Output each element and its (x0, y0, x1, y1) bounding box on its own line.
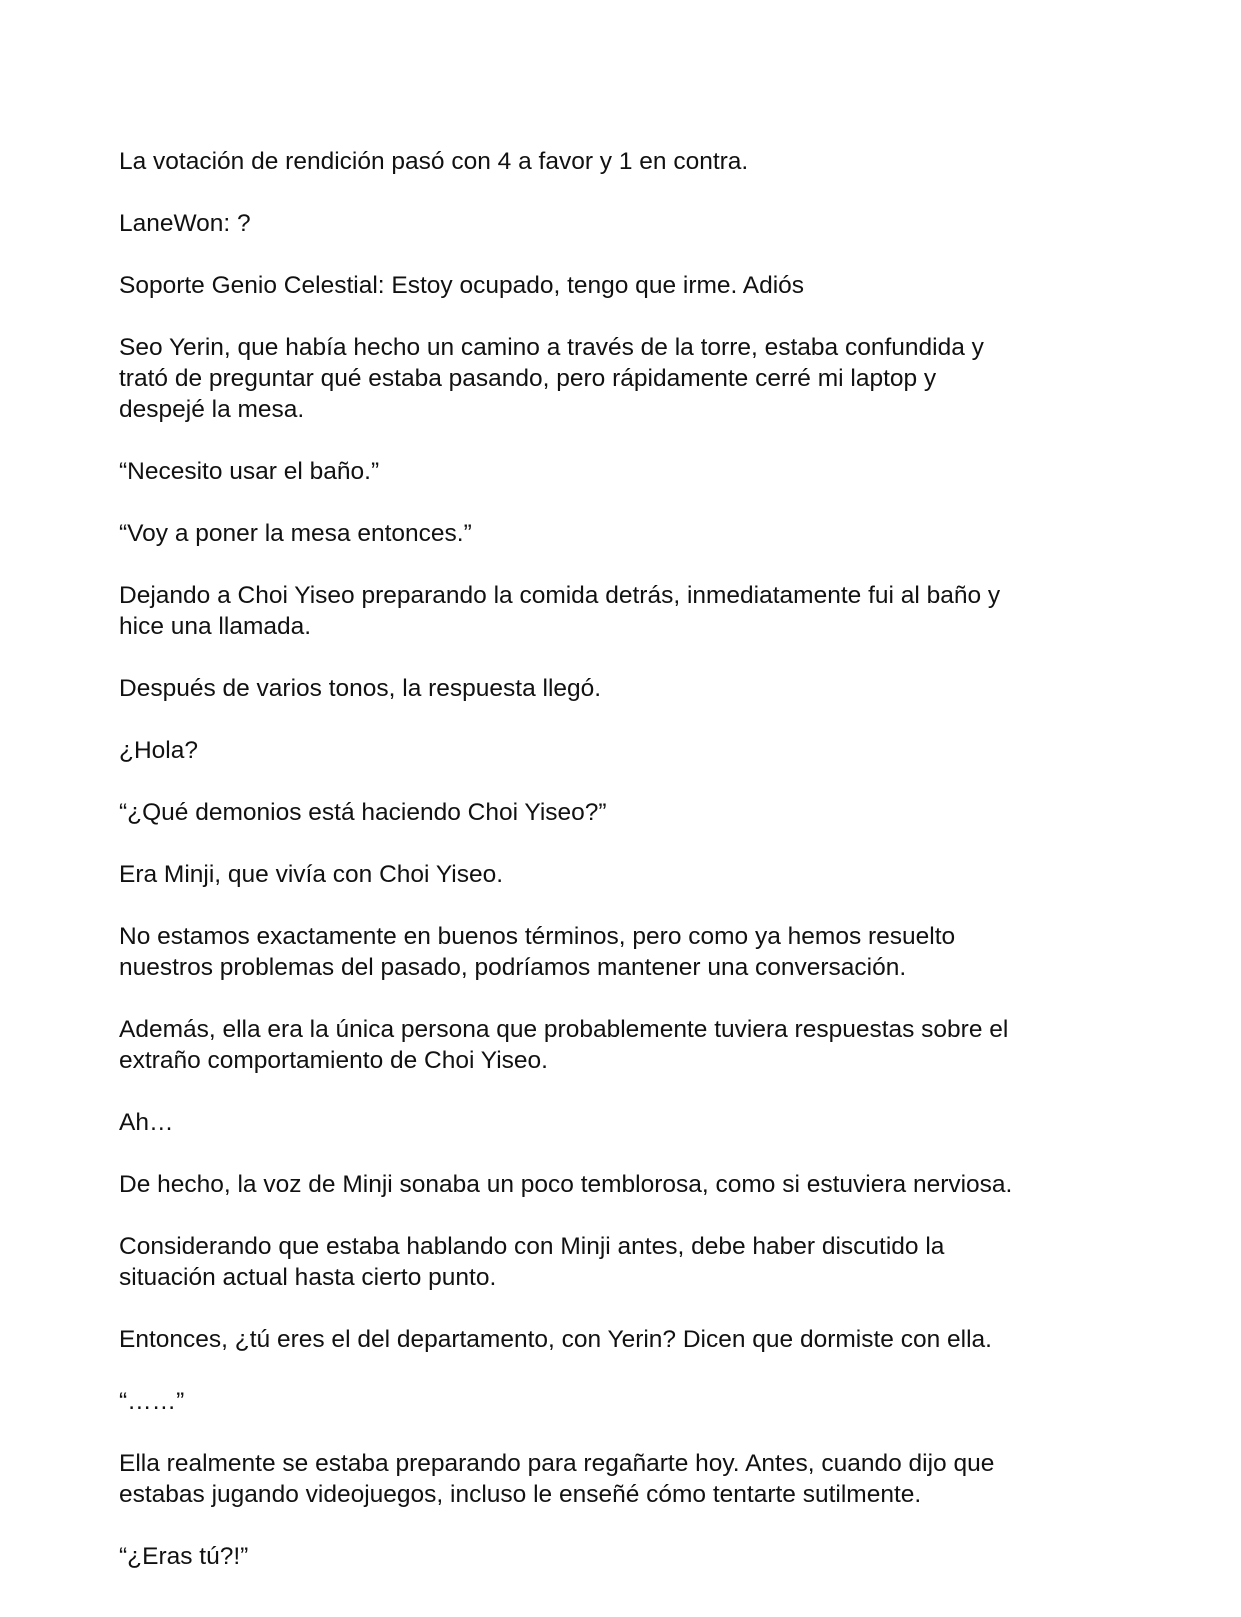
paragraph-8: Después de varios tonos, la respuesta llegó. (119, 675, 602, 702)
paragraph-7: Dejando a Choi Yiseo preparando la comida detrás, inmediatamente fui al baño y hice una llamada. (119, 582, 1001, 640)
paragraph-19: Ella realmente se estaba preparando para regañarte hoy. Antes, cuando dijo que estabas jugando videojuegos, incluso le enseñé cómo tentarte sutilmente. (119, 1450, 995, 1508)
paragraph-6: “Voy a poner la mesa entonces.” (119, 520, 472, 547)
paragraph-11: Era Minji, que vivía con Choi Yiseo. (119, 861, 504, 888)
paragraph-17: Entonces, ¿tú eres el del departamento, con Yerin? Dicen que dormiste con ella. (119, 1326, 992, 1353)
paragraph-18: “……” (119, 1388, 185, 1415)
paragraph-16: Considerando que estaba hablando con Minji antes, debe haber discutido la situación actual hasta cierto punto. (119, 1233, 945, 1291)
paragraph-10: “¿Qué demonios está haciendo Choi Yiseo?” (119, 799, 607, 826)
paragraph-4: Seo Yerin, que había hecho un camino a través de la torre, estaba confundida y trató de preguntar qué estaba pasando, pero rápidamente cerré mi laptop y despejé la mesa. (119, 334, 984, 423)
paragraph-2: LaneWon: ? (119, 210, 251, 237)
paragraph-5: “Necesito usar el baño.” (119, 458, 380, 485)
document-body (119, 146, 1119, 1603)
paragraph-3: Soporte Genio Celestial: Estoy ocupado, tengo que irme. Adiós (119, 272, 805, 299)
paragraph-15: De hecho, la voz de Minji sonaba un poco temblorosa, como si estuviera nerviosa. (119, 1171, 1013, 1198)
paragraph-13: Además, ella era la única persona que probablemente tuviera respuestas sobre el extraño comportamiento de Choi Yiseo. (119, 1016, 1009, 1074)
paragraph-9: ¿Hola? (119, 737, 198, 764)
paragraph-12: No estamos exactamente en buenos términos, pero como ya hemos resuelto nuestros problemas del pasado, podríamos mantener una conversación. (119, 923, 956, 981)
paragraph-14: Ah… (119, 1109, 174, 1136)
paragraph-1: La votación de rendición pasó con 4 a favor y 1 en contra. (119, 148, 749, 175)
paragraph-20: “¿Eras tú?!” (119, 1543, 249, 1570)
